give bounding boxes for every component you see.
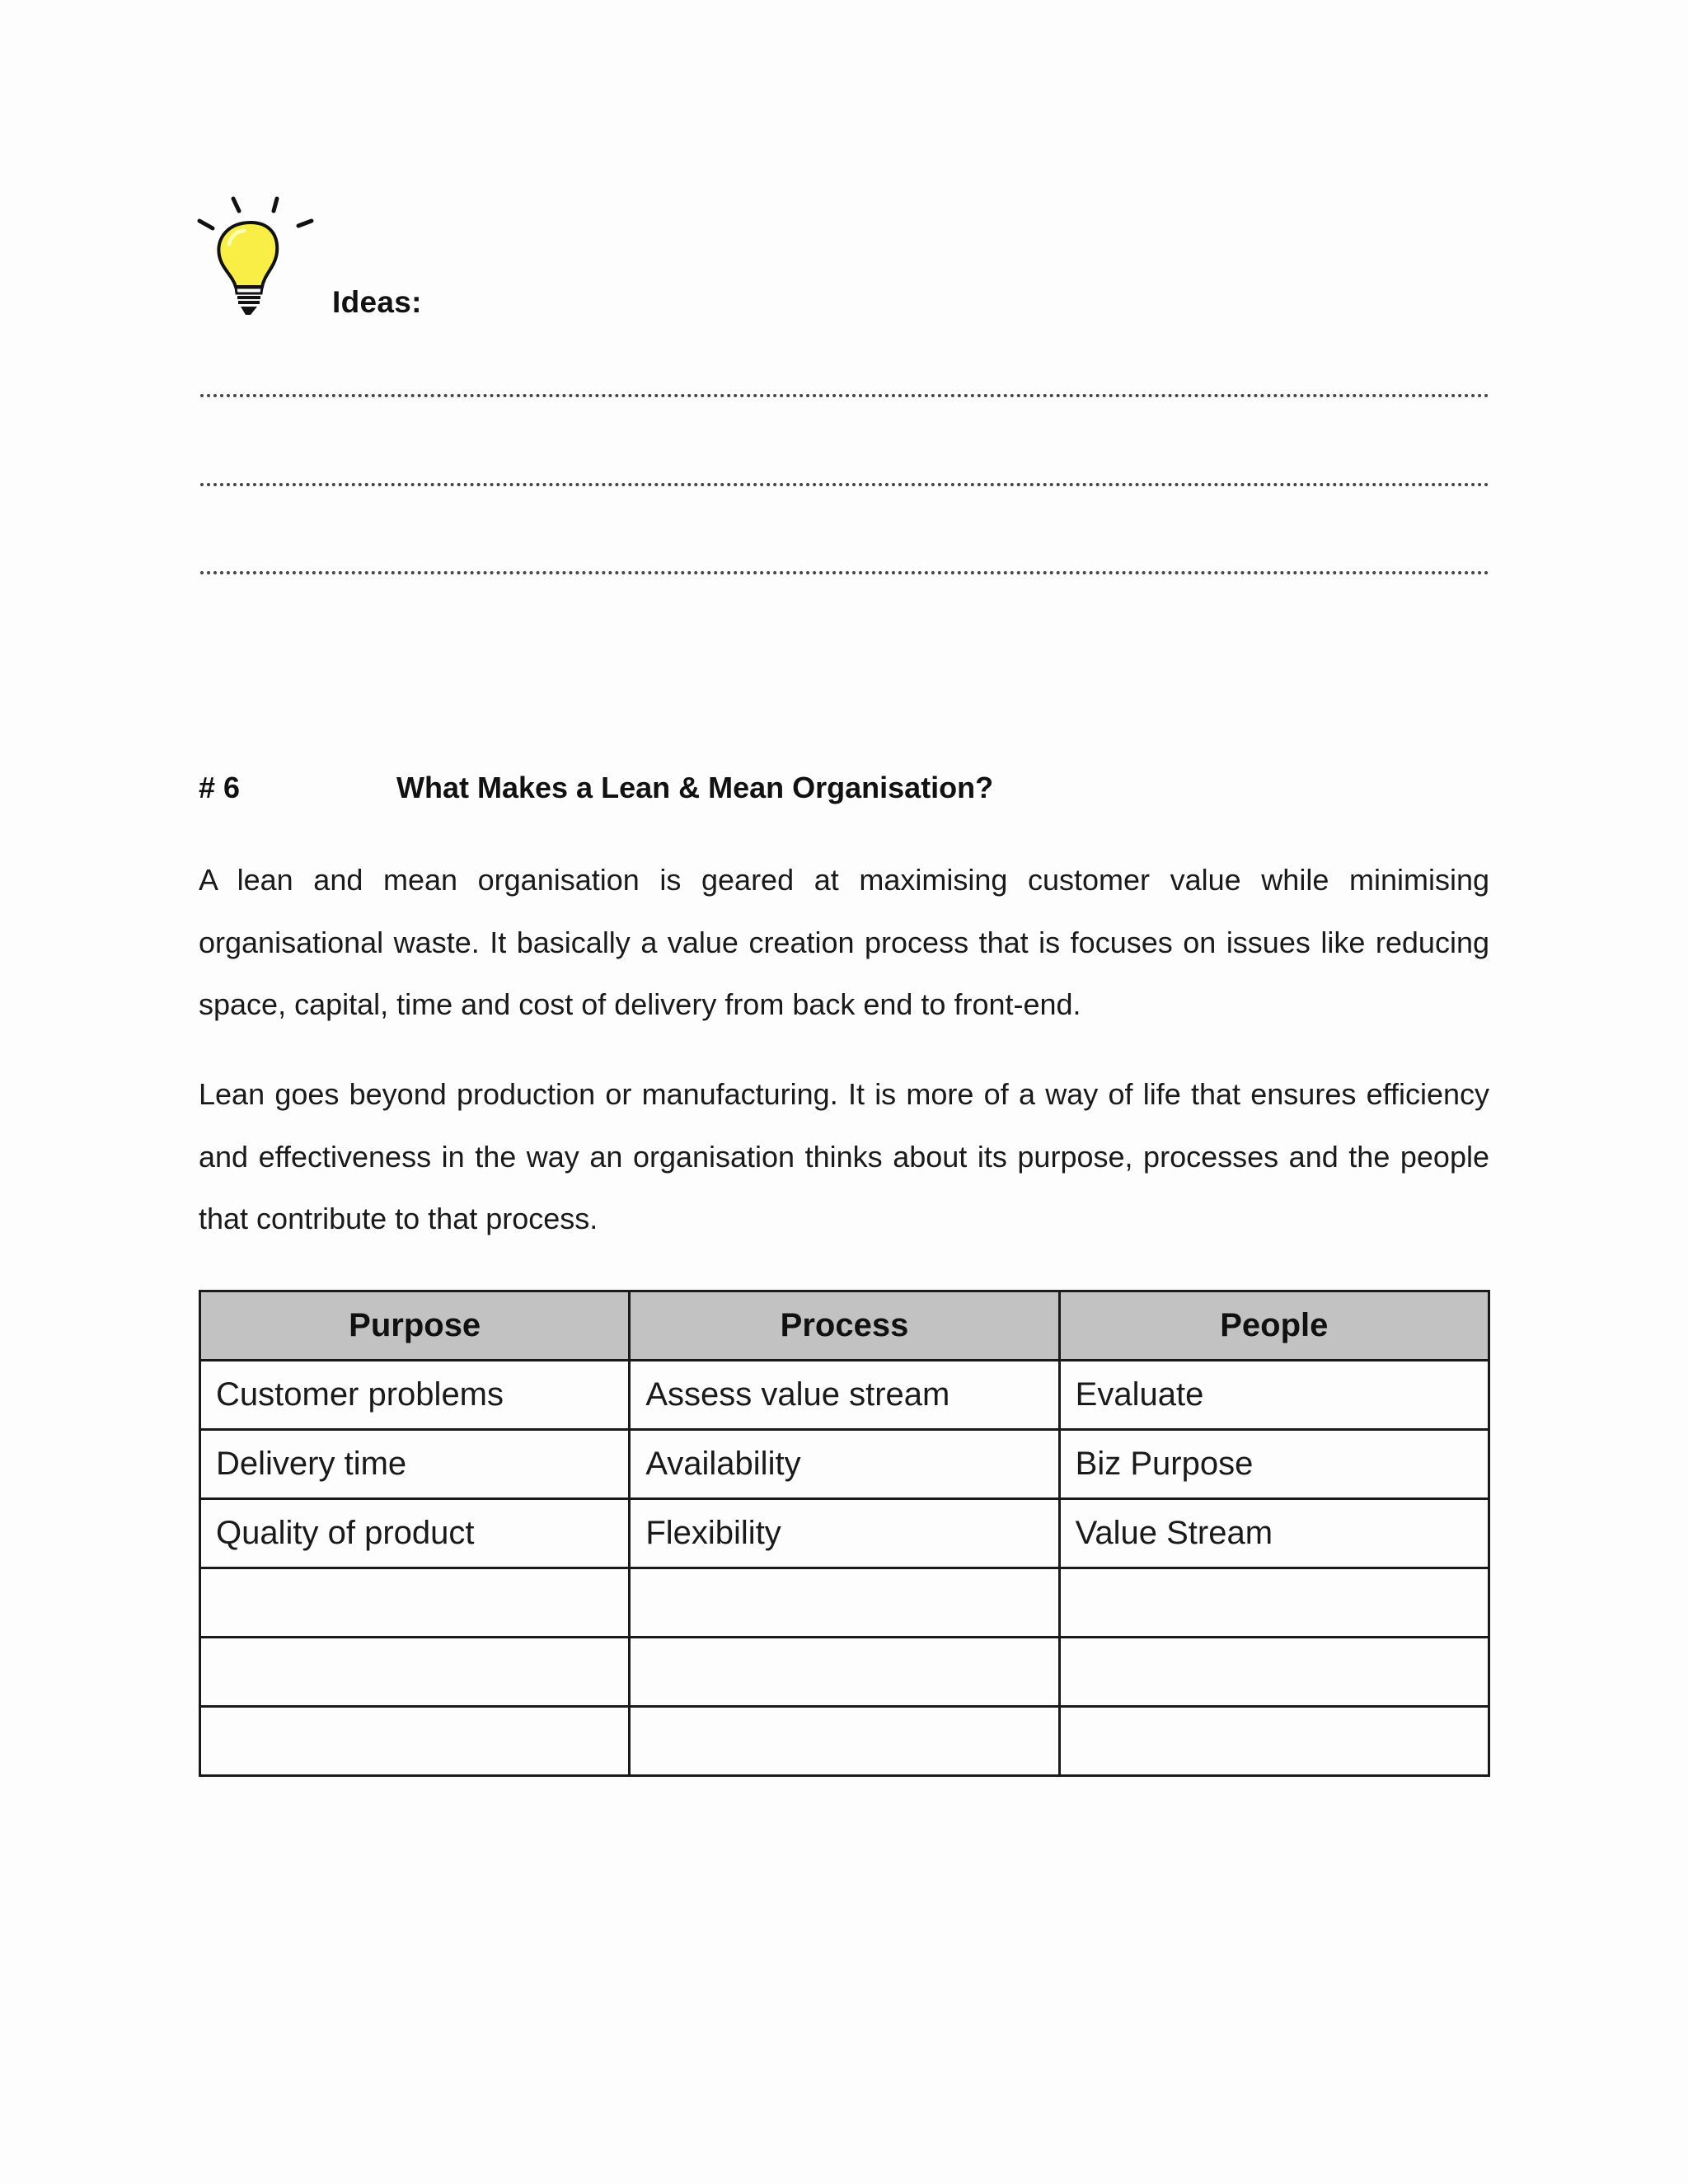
table-row [200,1430,1489,1499]
table-cell: Flexibility [630,1499,1059,1568]
section-title: What Makes a Lean & Mean Organisation? [396,771,994,804]
table-cell-empty [630,1707,1059,1776]
table-cell: Availability [630,1430,1059,1499]
table-cell: Quality of product [200,1499,630,1568]
table-cell-empty [1059,1707,1489,1776]
table-cell-empty [1059,1638,1489,1707]
column-header-purpose: Purpose [200,1291,630,1361]
table-cell-empty [630,1568,1059,1638]
table-row-empty [200,1568,1489,1638]
table-row [200,1361,1489,1430]
table-row-empty [200,1707,1489,1776]
ideas-writing-line [200,394,1489,397]
table-cell: Delivery time [200,1430,630,1499]
table-cell: Assess value stream [630,1361,1059,1430]
table-cell: Customer problems [200,1361,630,1430]
body-paragraph: A lean and mean organisation is geared at maximising customer value while minimising organisational waste. It basically a value creation process that is focuses on issues like reducing space, capital, time and cost of delivery from back end to front-end. [199,863,1489,1021]
table-row-empty [200,1638,1489,1707]
lightbulb-icon [196,194,320,318]
table-header-row [200,1291,1489,1361]
table-row [200,1499,1489,1568]
ideas-writing-line [200,571,1489,574]
ideas-writing-line [200,483,1489,486]
table-cell-empty [630,1638,1059,1707]
table-cell: Value Stream [1059,1499,1489,1568]
purpose-process-people-table [199,1290,1490,1777]
table-cell: Evaluate [1059,1361,1489,1430]
ideas-label: Ideas: [332,285,422,319]
section-number: # 6 [199,771,241,804]
column-header-people: People [1059,1291,1489,1361]
table-cell-empty [200,1707,630,1776]
table-cell: Biz Purpose [1059,1430,1489,1499]
column-header-process: Process [630,1291,1059,1361]
table-cell-empty [1059,1568,1489,1638]
table-cell-empty [200,1568,630,1638]
body-paragraph: Lean goes beyond production or manufacturing. It is more of a way of life that ensures efficiency and effectiveness in the way an organisation thinks about its purpose, processes and the people that contribute to that process. [199,1077,1489,1235]
table-cell-empty [200,1638,630,1707]
